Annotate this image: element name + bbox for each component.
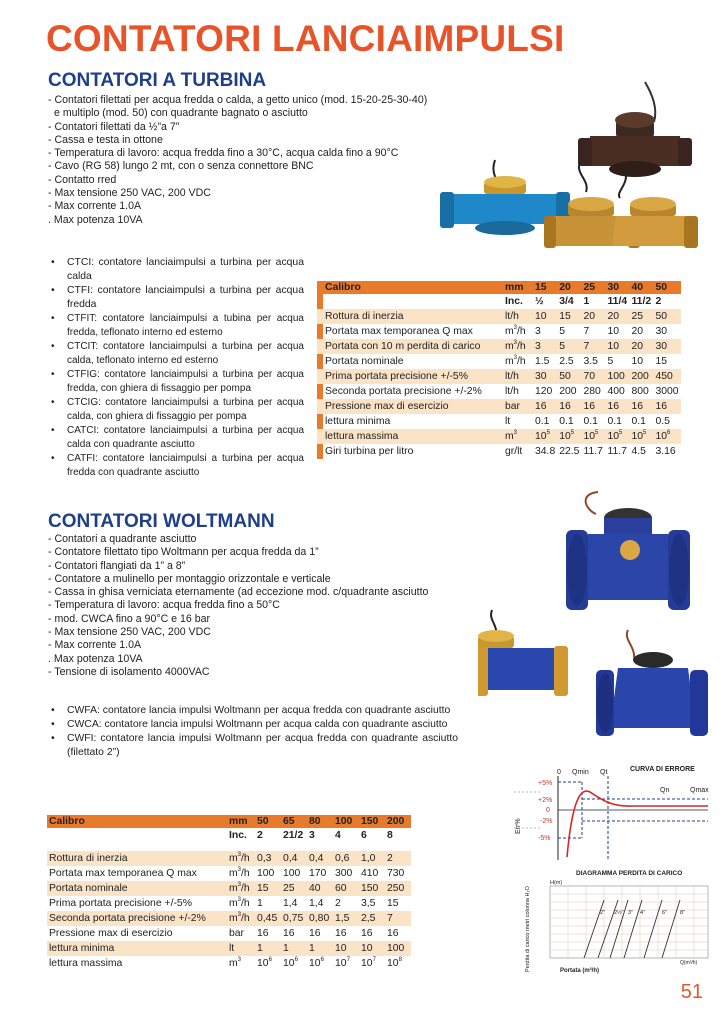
table-value: $10^8$	[387, 957, 402, 969]
table-row-label: Portata max temporanea Q max	[325, 326, 473, 337]
table-value: 0.1	[535, 416, 550, 427]
table-value: 0,80	[307, 911, 333, 926]
table-row	[317, 429, 681, 444]
table-value: 40	[307, 881, 333, 896]
table-row-label: Pressione max di esercizio	[49, 928, 173, 939]
description-line: - Tensione di isolamento 4000VAC	[48, 665, 210, 678]
table-subheader-row	[317, 294, 681, 309]
table-value: 1,4	[283, 898, 298, 909]
table-header-cell: Calibro	[323, 281, 503, 294]
table-subheader-cell: 4	[335, 830, 341, 841]
list-item: • CWFI: contatore lancia impulsi Woltmann per acqua fredda con quadrante asciutto (filettato 2”)	[48, 732, 458, 760]
description-line: . Max potenza 10VA	[48, 213, 143, 226]
table-value: $10^5$	[629, 429, 653, 444]
woltmann-meters-image	[478, 490, 713, 750]
table-value: 16	[361, 928, 373, 939]
list-item: • CWFA: contatore lancia impulsi Woltmann per acqua fredda con quadrante asciutto	[48, 704, 458, 718]
table-subheader-cell: 3/4	[559, 296, 574, 307]
error-x-qt: Qt	[600, 769, 608, 776]
table-subheader-cell: Inc.	[229, 830, 247, 841]
table-value: 16	[533, 399, 557, 414]
table-row-label: lettura minima	[47, 941, 227, 956]
table-row-label: Portata max temporanea Q max	[49, 868, 197, 879]
table-subheader-cell: 11/4	[607, 296, 628, 307]
table-value: 2,5	[359, 911, 385, 926]
table-row-label: Rottura di inerzia	[323, 309, 503, 324]
table-subheader-cell	[47, 828, 227, 843]
table-subheader-cell: 1	[583, 296, 590, 307]
table-value: 5	[559, 326, 566, 337]
table-value: 4.5	[631, 446, 646, 457]
curve-label-6: 6"	[662, 910, 668, 916]
table-value: 30	[533, 369, 557, 384]
table-value: 0.1	[607, 416, 622, 427]
table-value: 10	[607, 326, 620, 337]
table-value: 300	[335, 868, 353, 879]
table-header-cell: 100	[333, 815, 359, 828]
table-value: 0.1	[559, 416, 574, 427]
table-row	[317, 354, 681, 369]
table-value: 250	[385, 881, 411, 896]
table-value: 34.8	[535, 446, 556, 457]
list-item: • CTFIT: contatore lanciaimpulsi a tubina per acqua fredda, teflonato interno ed esterno	[48, 312, 304, 340]
table-value: 0.5	[655, 416, 670, 427]
table-value: $10^5$	[533, 429, 557, 444]
table-value: 16	[387, 928, 399, 939]
table-value: 7	[385, 911, 411, 926]
table-row-unit: $m^3/h$	[503, 339, 533, 354]
table-value: 1,0	[359, 851, 385, 866]
table-subheader-cell: 21/2	[283, 830, 304, 841]
table-row	[317, 414, 681, 429]
table-value: 200	[629, 369, 653, 384]
table-value: 1	[307, 941, 333, 956]
curve-label-3: 3"	[628, 910, 634, 916]
table-value: 410	[361, 868, 379, 879]
table-header-cell: 40	[629, 281, 653, 294]
table-value: 0,3	[255, 851, 281, 866]
table-spacer	[47, 843, 411, 851]
table-value: 16	[653, 399, 680, 414]
table-subheader-cell: Inc.	[505, 296, 523, 307]
turbina-description	[48, 94, 468, 227]
table-value: 22.5	[559, 446, 580, 457]
table-value: 100	[605, 369, 629, 384]
table-header-row	[317, 281, 681, 294]
table-header-cell: Calibro	[47, 815, 227, 828]
description-line: - Cavo (RG 58) lungo 2 mt, con o senza connettore BNC	[48, 160, 314, 173]
table-header-cell: mm	[227, 815, 255, 828]
table-value: 3.16	[655, 446, 676, 457]
list-item: • CATFI: contatore lanciaimpulsi a turbina per acqua fredda con quadrante asciutto	[48, 452, 304, 480]
table-value: 730	[387, 868, 405, 879]
table-row-unit: $m^3$	[503, 429, 533, 444]
table-value: 11.7	[607, 446, 627, 457]
table-row-unit: $m^3/h$	[227, 911, 255, 926]
table-row-unit: bar	[503, 399, 533, 414]
table-value: 25	[629, 309, 653, 324]
table-header-cell: 50	[255, 815, 281, 828]
table-row	[47, 926, 411, 941]
table-value: $10^6$	[283, 957, 298, 969]
woltmann-spec-table-wrap	[47, 815, 411, 971]
table-value: 10	[605, 339, 629, 354]
table-row-unit: lt	[227, 941, 255, 956]
error-tick-m2: -2%	[540, 818, 553, 825]
table-value: 30	[655, 326, 668, 337]
table-value: $10^7$	[361, 957, 376, 969]
table-row-unit: lt/h	[503, 369, 533, 384]
description-line: - Max corrente 1.0A	[48, 639, 142, 652]
table-row-unit: lt/h	[505, 386, 519, 397]
table-value: 20	[629, 339, 653, 354]
error-tick-p2: +2%	[538, 797, 553, 804]
table-value: 15	[557, 309, 581, 324]
table-value: 280	[583, 386, 601, 397]
table-row	[47, 911, 411, 926]
table-value: $10^5$	[605, 429, 629, 444]
table-row-unit: lt/h	[503, 309, 533, 324]
table-value: 1	[257, 898, 263, 909]
table-value: 0,75	[281, 911, 307, 926]
table-header-row	[47, 815, 411, 828]
table-value: 1.5	[535, 356, 550, 367]
curve-label-2: 2"	[600, 910, 606, 916]
woltmann-spec-table	[47, 815, 411, 971]
table-row	[47, 881, 411, 896]
table-value: 16	[283, 928, 295, 939]
table-value: 25	[281, 881, 307, 896]
pressure-chart-xunit: Q(m³/h)	[680, 960, 698, 966]
table-row-unit: lt	[505, 416, 511, 427]
table-row-label: Portata con 10 m perdita di carico	[323, 339, 503, 354]
table-value: 60	[333, 881, 359, 896]
table-value: 0.1	[631, 416, 646, 427]
table-row-unit: $m^3/h$	[505, 325, 526, 337]
table-row-unit: $m^3/h$	[229, 867, 250, 879]
pressure-loss-chart	[520, 864, 712, 976]
section-title-turbina: CONTATORI A TURBINA	[48, 70, 267, 91]
table-subheader-cell	[323, 294, 503, 309]
woltmann-model-list	[48, 704, 458, 760]
pressure-chart-ylabel: Perdita di carico metri colonna H₂O	[525, 886, 531, 972]
table-value: 2.5	[559, 356, 574, 367]
section-title-woltmann: CONTATORI WOLTMANN	[48, 511, 275, 532]
curve-label-2-5: 2½"	[614, 910, 624, 916]
table-value: 0,6	[333, 851, 359, 866]
table-value: 20	[605, 309, 629, 324]
description-line: - Contatore a mulinello per montaggio orizzontale e verticale	[48, 572, 331, 585]
table-value: 2	[385, 851, 411, 866]
table-value: 1	[255, 941, 281, 956]
table-value: 15	[387, 898, 399, 909]
table-header-cell: 15	[533, 281, 557, 294]
table-header-cell: mm	[503, 281, 533, 294]
table-value: 70	[581, 369, 605, 384]
table-header-cell: 30	[605, 281, 629, 294]
table-value: 50	[557, 369, 581, 384]
list-item: • CTCIT: contatore lanciaimpulsi a turbina per acqua calda, teflonato interno ed esterno	[48, 340, 304, 368]
table-value: 150	[359, 881, 385, 896]
table-value: $10^6$	[309, 957, 324, 969]
table-subheader-row	[47, 828, 411, 843]
table-value: 2	[335, 898, 341, 909]
page-number: 51	[680, 981, 703, 1003]
error-tick-p5: +5%	[538, 780, 553, 787]
table-value: 3	[533, 339, 557, 354]
table-row-label: Pressione max di esercizio	[323, 399, 503, 414]
table-value: 10	[333, 941, 359, 956]
list-item: • CTFI: contatore lanciaimpulsi a turbina per acqua fredda	[48, 284, 304, 312]
table-value: 0,4	[281, 851, 307, 866]
list-item: • CTCIG: contatore lanciaimpulsi a turbina per acqua calda, con ghiera di fissaggio per pompa	[48, 396, 304, 424]
table-value: 16	[257, 928, 269, 939]
table-value: 5	[607, 356, 614, 367]
list-item: • CATCI: contatore lanciaimpulsi a turbina per acqua calda con quadrante asciutto	[48, 424, 304, 452]
table-value: 170	[309, 868, 327, 879]
table-row-label: lettura massima	[49, 958, 123, 969]
woltmann-threaded-meter-icon	[478, 610, 568, 696]
table-value: 200	[559, 386, 577, 397]
table-value: 1,5	[333, 911, 359, 926]
table-value: 16	[335, 928, 347, 939]
table-value: 5	[557, 339, 581, 354]
woltmann-medium-meter-icon	[596, 630, 708, 736]
error-x-0: 0	[557, 769, 561, 776]
table-subheader-cell: 3	[309, 830, 315, 841]
table-row-label: Portata nominale	[325, 356, 404, 367]
table-value: 800	[631, 386, 649, 397]
table-value: 100	[385, 941, 411, 956]
table-value: 100	[257, 868, 275, 879]
dark-meter-icon	[578, 82, 692, 177]
table-row-unit: $m^3/h$	[505, 355, 526, 367]
table-row	[317, 399, 681, 414]
table-row-unit: $m^3$	[229, 957, 241, 969]
table-value: $10^6$	[653, 429, 680, 444]
table-subheader-cell: 2	[655, 296, 662, 307]
table-header-cell: 200	[385, 815, 411, 828]
table-row-label: lettura massima	[323, 429, 503, 444]
turbina-spec-table-wrap	[317, 281, 681, 459]
table-value: 3000	[655, 386, 679, 397]
table-value: 0.1	[583, 416, 598, 427]
table-row-label: lettura minima	[325, 416, 391, 427]
table-value: 50	[653, 309, 680, 324]
table-row-label: Giri turbina per litro	[325, 446, 414, 457]
description-line: - Contatore filettato tipo Woltmann per acqua fredda da 1”	[48, 546, 319, 559]
table-value: 30	[653, 339, 680, 354]
table-value: 16	[557, 399, 581, 414]
table-subheader-cell: ½	[535, 296, 544, 307]
table-row	[317, 444, 681, 459]
table-value: 1,4	[309, 898, 324, 909]
woltmann-description	[48, 533, 468, 679]
description-line: - mod. CWCA fino a 90°C e 16 bar	[48, 612, 211, 625]
table-value: 0,4	[307, 851, 333, 866]
table-row-label: Seconda portata precisione +/-2%	[47, 911, 227, 926]
description-line: - Contatori filettati per acqua fredda o calda, a getto unico (mod. 15-20-25-30-40)	[48, 94, 428, 106]
description-line: - Contatori flangiati da 1” a 8”	[48, 559, 186, 572]
table-value: 16	[605, 399, 629, 414]
table-subheader-cell: 6	[361, 830, 367, 841]
table-row	[317, 324, 681, 339]
turbina-spec-table	[317, 281, 681, 459]
table-row-unit: gr/lt	[505, 446, 523, 457]
curve-label-8: 8"	[680, 910, 686, 916]
table-header-cell: 20	[557, 281, 581, 294]
table-value: 20	[631, 326, 644, 337]
table-header-cell: 25	[581, 281, 605, 294]
error-chart-ylabel: Err%	[515, 818, 522, 834]
description-line: - Max tensione 250 VAC, 200 VDC	[48, 187, 211, 200]
table-value: 16	[309, 928, 321, 939]
table-header-cell: 65	[281, 815, 307, 828]
table-row	[317, 339, 681, 354]
table-value: $10^5$	[557, 429, 581, 444]
table-value: 3.5	[583, 356, 598, 367]
table-value: 1	[281, 941, 307, 956]
table-value: 10	[631, 356, 644, 367]
table-value: $10^5$	[581, 429, 605, 444]
description-line: - Max corrente 1.0A	[48, 200, 142, 213]
error-tick-m5: -5%	[538, 835, 551, 842]
table-value: 10	[533, 309, 557, 324]
table-value: 100	[283, 868, 301, 879]
table-value: 7	[583, 326, 590, 337]
error-tick-0: 0	[546, 807, 550, 814]
table-value: $10^7$	[335, 957, 350, 969]
table-row	[47, 941, 411, 956]
table-row-label: Prima portata precisione +/-5%	[323, 369, 503, 384]
table-subheader-cell: 11/2	[631, 296, 652, 307]
description-line: - Contatori a quadrante asciutto	[48, 533, 197, 545]
pressure-chart-title: DIAGRAMMA PERDITA DI CARICO	[576, 870, 683, 877]
table-value: 10	[359, 941, 385, 956]
table-row	[47, 956, 411, 971]
description-line: - Temperatura di lavoro: acqua fredda fino a 30°C, acqua calda fino a 90°C	[48, 147, 399, 160]
table-value: 15	[255, 881, 281, 896]
table-value: 11.7	[583, 446, 603, 457]
turbina-model-list	[48, 256, 304, 480]
table-row	[47, 866, 411, 881]
table-value: 0,45	[255, 911, 281, 926]
description-line: - Max tensione 250 VAC, 200 VDC	[48, 626, 211, 639]
table-value: 20	[581, 309, 605, 324]
table-subheader-cell: 8	[387, 830, 393, 841]
table-row	[317, 369, 681, 384]
table-value: 3	[535, 326, 541, 337]
table-value: 3,5	[361, 898, 376, 909]
table-header-cell: 50	[653, 281, 680, 294]
turbine-meters-image	[440, 74, 705, 274]
description-line: . Max potenza 10VA	[48, 652, 143, 665]
table-row	[317, 309, 681, 324]
description-line: - Contatori filettati da ½”a 7”	[48, 120, 180, 133]
table-subheader-cell: 2	[257, 830, 263, 841]
description-line: - Cassa e testa in ottone	[48, 133, 163, 146]
error-x-qn: Qn	[660, 787, 670, 794]
table-value: 400	[607, 386, 625, 397]
list-item: • CWCA: contatore lancia impulsi Woltmann per acqua calda con quadrante asciutto	[48, 718, 458, 732]
table-row-label: Seconda portata precisione +/-2%	[325, 386, 482, 397]
woltmann-flanged-meter-icon	[566, 492, 690, 610]
error-curve-chart	[512, 762, 710, 862]
table-header-cell: 80	[307, 815, 333, 828]
description-line: - Temperatura di lavoro: acqua fredda fino a 50°C	[48, 599, 280, 612]
error-x-qmin: Qmin	[572, 769, 589, 776]
table-value: 15	[655, 356, 668, 367]
pressure-chart-xlabel: Portata (m³/h)	[560, 968, 599, 974]
page-title: CONTATORI LANCIAIMPULSI	[46, 18, 565, 59]
table-value: 7	[581, 339, 605, 354]
table-row-label: Prima portata precisione +/-5%	[49, 898, 192, 909]
list-item: • CTFIG: contatore lanciaimpulsi a turbina per acqua fredda, con ghiera di fissaggio per pompa	[48, 368, 304, 396]
list-item: • CTCI: contatore lanciaimpulsi a turbina per acqua calda	[48, 256, 304, 284]
table-value: 120	[535, 386, 553, 397]
table-row-unit: bar	[229, 928, 245, 939]
error-chart-title: CURVA DI ERRORE	[630, 766, 695, 773]
description-line: - Contatto rred	[48, 173, 117, 186]
table-row	[47, 896, 411, 911]
table-row-label: Rottura di inerzia	[47, 851, 227, 866]
table-value: $10^6$	[257, 957, 272, 969]
table-row-label: Portata nominale	[47, 881, 227, 896]
table-value: 16	[629, 399, 653, 414]
description-line: e multiplo (mod. 50) con quadrante bagnato o asciutto	[54, 107, 308, 120]
table-row-unit: $m^3/h$	[227, 881, 255, 896]
curve-label-4: 4"	[640, 910, 646, 916]
table-value: 16	[581, 399, 605, 414]
table-header-cell: 150	[359, 815, 385, 828]
table-row	[47, 851, 411, 866]
error-x-qmax: Qmax	[690, 787, 709, 794]
table-row-unit: $m^3/h$	[227, 851, 255, 866]
table-value: 450	[653, 369, 680, 384]
table-row	[317, 384, 681, 399]
pressure-chart-yunit: H(m)	[550, 880, 563, 886]
table-row-unit: $m^3/h$	[229, 897, 250, 909]
description-line: - Cassa in ghisa verniciata eternamente (ad eccezione mod. c/quadrante asciutto	[48, 586, 429, 599]
